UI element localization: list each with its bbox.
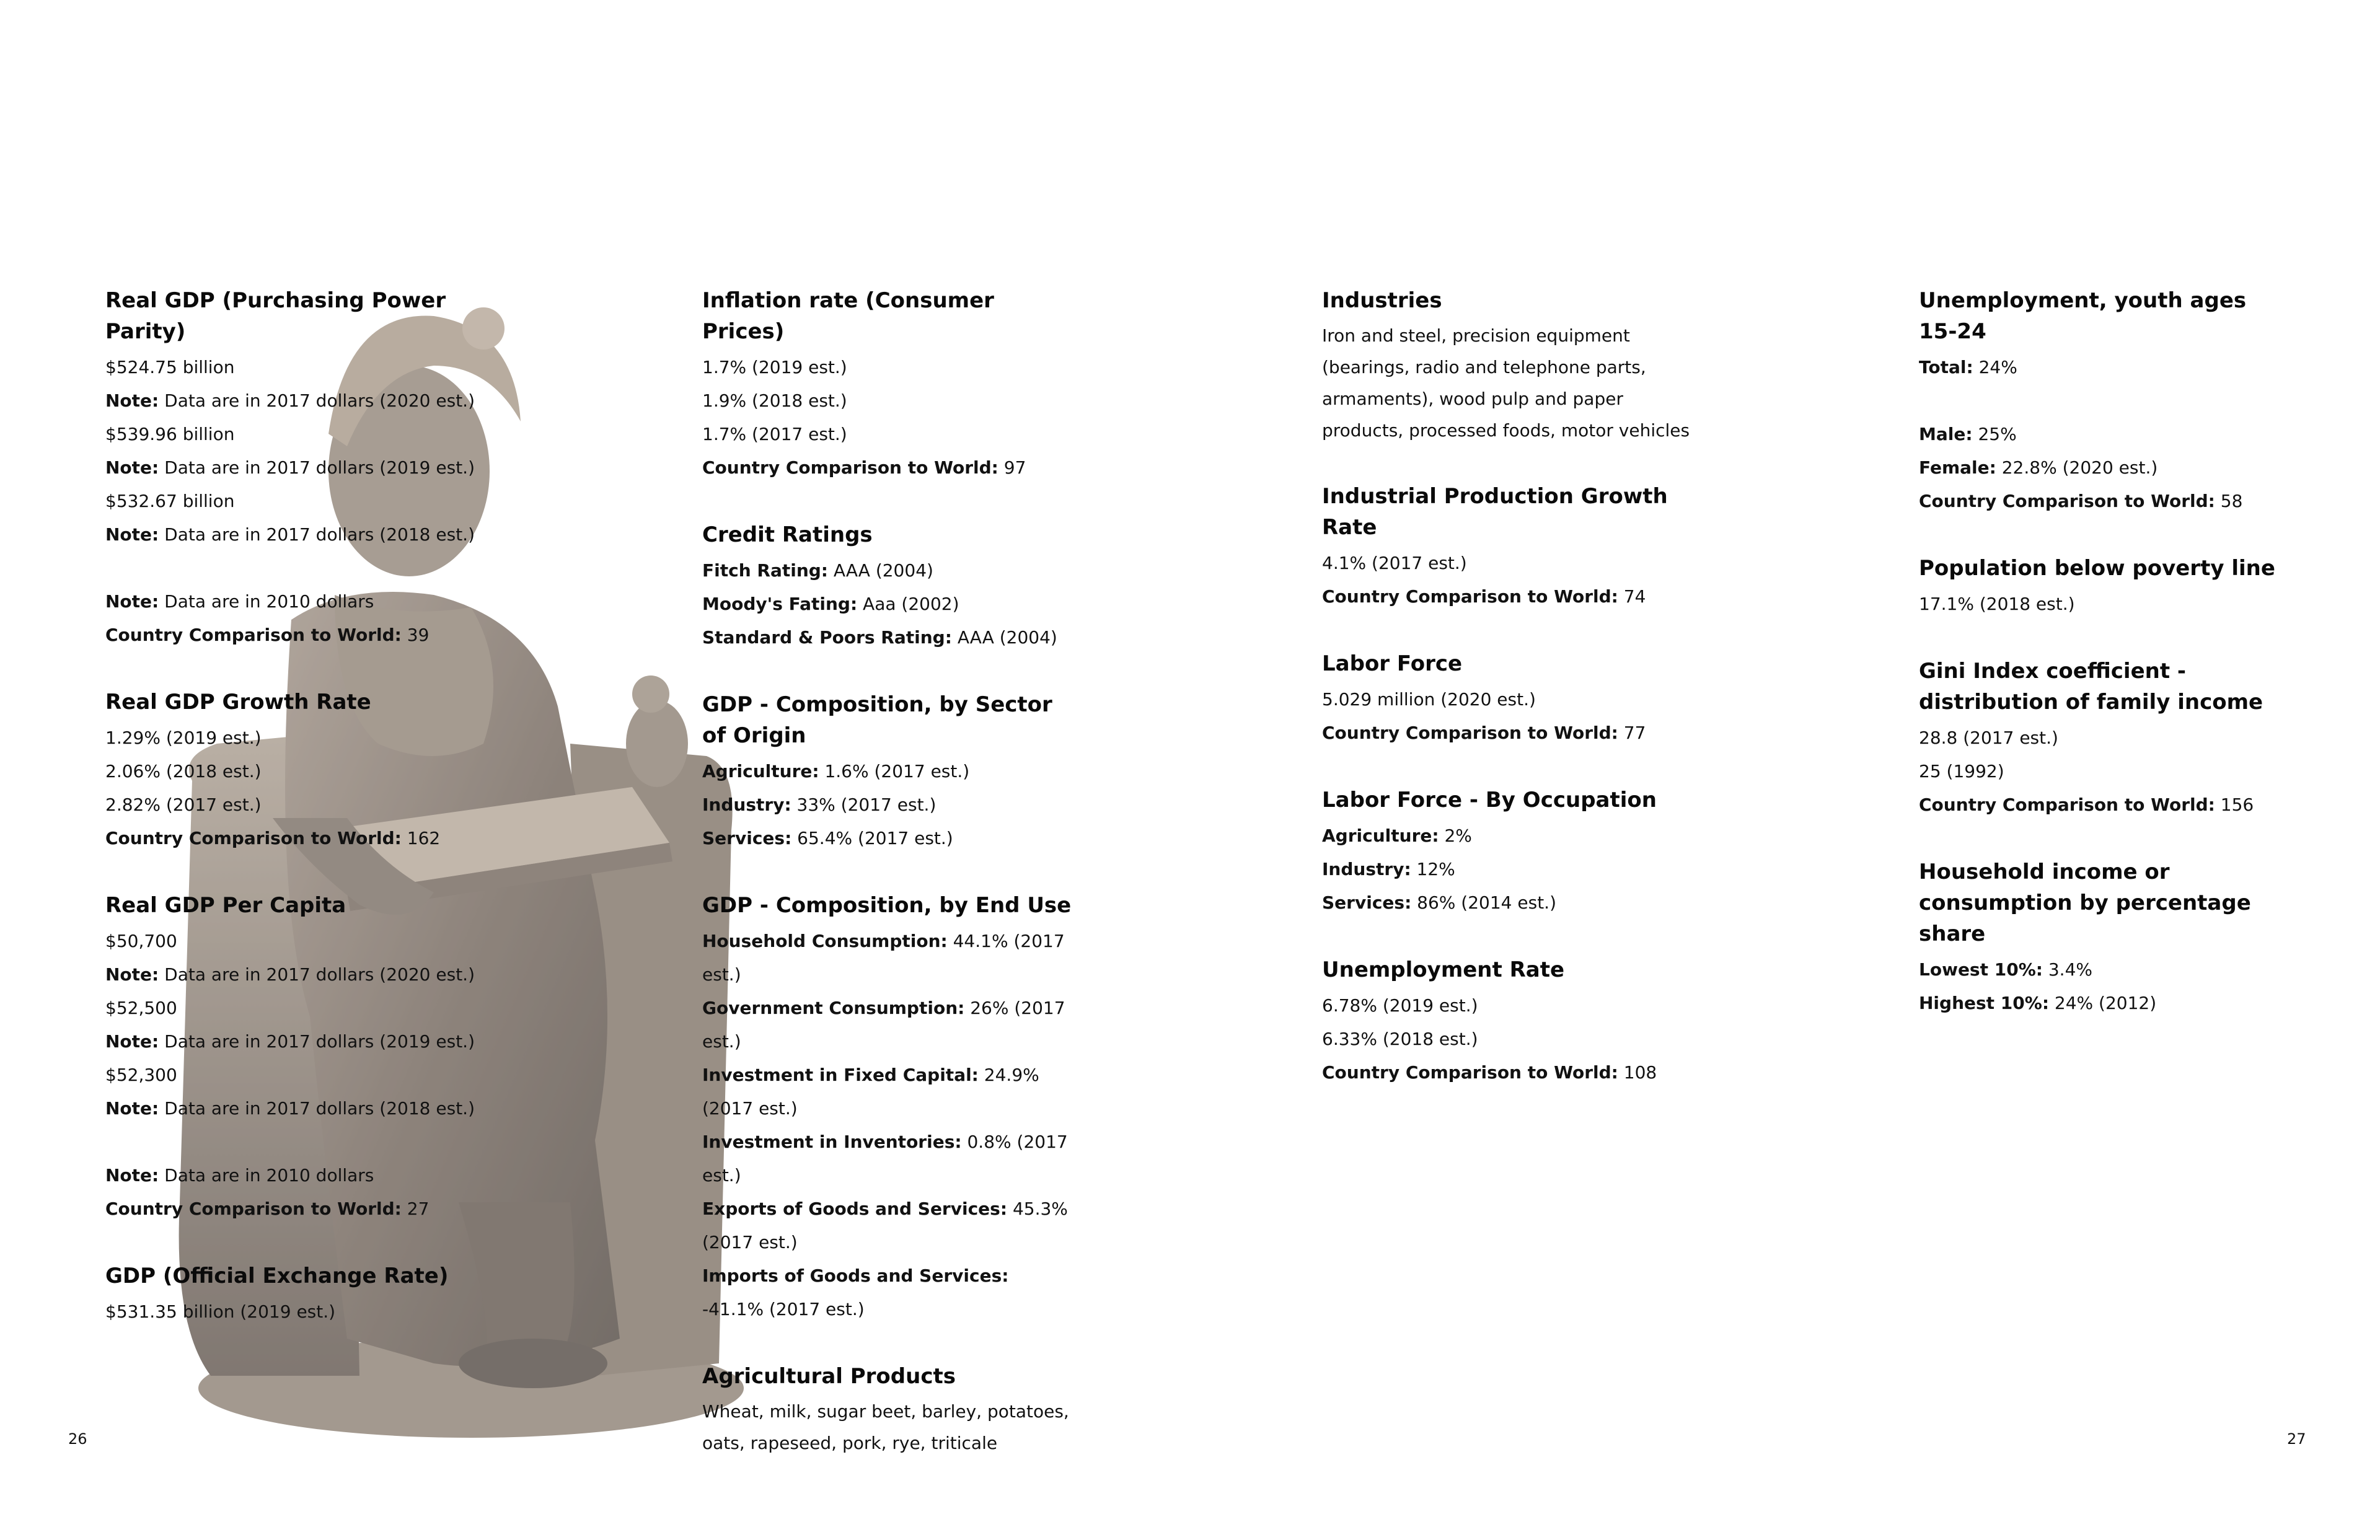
section-household-income <box>1919 856 2291 1020</box>
data-line: Standard & Poors Rating: AAA (2004) <box>702 627 1057 648</box>
section-inflation-rate <box>702 285 1074 485</box>
section-real-gdp-per-capita <box>105 890 477 1226</box>
section-heading: Unemployment, youth ages 15-24 <box>1919 288 2247 344</box>
section-labor-force <box>1322 648 1694 750</box>
data-line: Country Comparison to World: 58 <box>1919 491 2243 511</box>
data-line: Note: Data are in 2017 dollars (2019 est.) <box>105 1031 475 1052</box>
data-line: Lowest 10%: 3.4% <box>1919 959 2092 980</box>
section-real-gdp-ppp <box>105 285 477 652</box>
section-heading: GDP (Official Exchange Rate) <box>105 1264 449 1288</box>
section-heading: Industrial Production Growth Rate <box>1322 484 1668 540</box>
data-line: Note: Data are in 2017 dollars (2018 est.) <box>105 524 475 545</box>
paragraph: Wheat, milk, sugar beet, barley, potatoes, oats, rapeseed, pork, rye, triticale <box>702 1401 1069 1453</box>
page-number-right: 27 <box>2287 1430 2306 1448</box>
data-line: $524.75 billion <box>105 357 235 377</box>
data-line: Exports of Goods and Services: 45.3% (2017 est.) <box>702 1199 1068 1252</box>
column-3 <box>1322 285 1694 1124</box>
data-line: Country Comparison to World: 108 <box>1322 1062 1657 1083</box>
data-line: Industry: 33% (2017 est.) <box>702 794 937 815</box>
data-line: Total: 24% <box>1919 357 2017 377</box>
data-line: Agriculture: 2% <box>1322 825 1472 846</box>
data-line: $52,500 <box>105 998 177 1018</box>
data-line: Industry: 12% <box>1322 859 1455 879</box>
section-heading: Real GDP (Purchasing Power Parity) <box>105 288 446 344</box>
data-line: $532.67 billion <box>105 491 235 511</box>
blank-line <box>1919 384 2291 418</box>
blank-line <box>105 552 477 585</box>
section-gdp-composition-end-use <box>702 890 1074 1326</box>
data-line: $52,300 <box>105 1065 177 1085</box>
section-heading: Population below poverty line <box>1919 556 2275 581</box>
data-line: Note: Data are in 2017 dollars (2018 est.) <box>105 1098 475 1119</box>
data-line: Highest 10%: 24% (2012) <box>1919 993 2157 1013</box>
data-line: Imports of Goods and Services: -41.1% (2017 est.) <box>702 1265 1009 1319</box>
data-line: $539.96 billion <box>105 424 235 444</box>
data-line: Investment in Inventories: 0.8% (2017 est.) <box>702 1132 1068 1186</box>
section-poverty-line <box>1919 553 2291 621</box>
section-heading: Gini Index coefficient - distribution of family income <box>1919 659 2263 715</box>
data-line: 4.1% (2017 est.) <box>1322 553 1467 573</box>
data-line: Country Comparison to World: 27 <box>105 1199 430 1219</box>
page-number-left: 26 <box>68 1430 87 1448</box>
data-line: Government Consumption: 26% (2017 est.) <box>702 998 1065 1052</box>
data-line: $531.35 billion (2019 est.) <box>105 1301 336 1322</box>
data-line: 28.8 (2017 est.) <box>1919 728 2058 748</box>
section-heading: Agricultural Products <box>702 1364 956 1389</box>
section-labor-force-occupation <box>1322 785 1694 920</box>
section-heading: Household income or consumption by percentage share <box>1919 860 2251 946</box>
data-line: Country Comparison to World: 156 <box>1919 794 2254 815</box>
data-line: Agriculture: 1.6% (2017 est.) <box>702 761 970 781</box>
column-4 <box>1919 285 2291 1055</box>
section-heading: Credit Ratings <box>702 522 873 547</box>
section-unemployment-youth <box>1919 285 2291 518</box>
column-1 <box>105 285 477 1363</box>
data-line: Services: 65.4% (2017 est.) <box>702 828 953 848</box>
data-line: Note: Data are in 2010 dollars <box>105 1165 374 1186</box>
data-line: 1.7% (2017 est.) <box>702 424 847 444</box>
section-heading: Inflation rate (Consumer Prices) <box>702 288 994 344</box>
data-line: 2.06% (2018 est.) <box>105 761 262 781</box>
section-heading: Unemployment Rate <box>1322 957 1565 982</box>
data-line: Country Comparison to World: 39 <box>105 625 430 645</box>
section-real-gdp-growth <box>105 687 477 855</box>
section-credit-ratings <box>702 519 1074 654</box>
data-line: Country Comparison to World: 97 <box>702 457 1026 478</box>
data-line: Household Consumption: 44.1% (2017 est.) <box>702 931 1065 985</box>
data-line: $50,700 <box>105 931 177 951</box>
data-line: Note: Data are in 2017 dollars (2020 est.) <box>105 390 475 411</box>
section-gdp-official-exchange <box>105 1261 477 1329</box>
section-industries <box>1322 285 1694 446</box>
data-line: 1.7% (2019 est.) <box>702 357 847 377</box>
data-line: Fitch Rating: AAA (2004) <box>702 560 933 581</box>
section-heading: Industries <box>1322 288 1442 313</box>
data-line: Note: Data are in 2017 dollars (2020 est.) <box>105 964 475 985</box>
data-line: 6.78% (2019 est.) <box>1322 995 1478 1016</box>
data-line: 2.82% (2017 est.) <box>105 794 262 815</box>
paragraph: Iron and steel, precision equipment (bearings, radio and telephone parts, armaments), wood pulp and paper products, processed foods, motor vehicles <box>1322 325 1690 441</box>
data-line: 1.29% (2019 est.) <box>105 728 262 748</box>
data-line: Country Comparison to World: 77 <box>1322 723 1646 743</box>
data-line: Country Comparison to World: 162 <box>105 828 441 848</box>
data-line: Note: Data are in 2010 dollars <box>105 591 374 612</box>
section-unemployment-rate <box>1322 954 1694 1089</box>
data-line: 1.9% (2018 est.) <box>702 390 847 411</box>
section-heading: Labor Force - By Occupation <box>1322 788 1657 812</box>
data-line: 25 (1992) <box>1919 761 2004 781</box>
blank-line <box>105 1125 477 1159</box>
data-line: Country Comparison to World: 74 <box>1322 586 1646 607</box>
section-industrial-production <box>1322 481 1694 614</box>
section-heading: GDP - Composition, by Sector of Origin <box>702 692 1052 748</box>
data-line: 17.1% (2018 est.) <box>1919 594 2075 614</box>
section-gini-index <box>1919 656 2291 822</box>
section-heading: Real GDP Growth Rate <box>105 690 371 715</box>
data-line: Note: Data are in 2017 dollars (2019 est.) <box>105 457 475 478</box>
section-gdp-composition-sector <box>702 689 1074 855</box>
section-heading: GDP - Composition, by End Use <box>702 893 1072 918</box>
data-line: 5.029 million (2020 est.) <box>1322 689 1536 710</box>
data-line: 6.33% (2018 est.) <box>1322 1029 1478 1049</box>
data-line: Services: 86% (2014 est.) <box>1322 892 1556 913</box>
data-line: Male: 25% <box>1919 424 2017 444</box>
data-line: Female: 22.8% (2020 est.) <box>1919 457 2158 478</box>
section-agricultural-products <box>702 1361 1074 1459</box>
section-heading: Labor Force <box>1322 651 1463 676</box>
section-heading: Real GDP Per Capita <box>105 893 346 918</box>
data-line: Investment in Fixed Capital: 24.9% (2017 est.) <box>702 1065 1039 1119</box>
column-2 <box>702 285 1074 1494</box>
data-line: Moody's Fating: Aaa (2002) <box>702 594 959 614</box>
